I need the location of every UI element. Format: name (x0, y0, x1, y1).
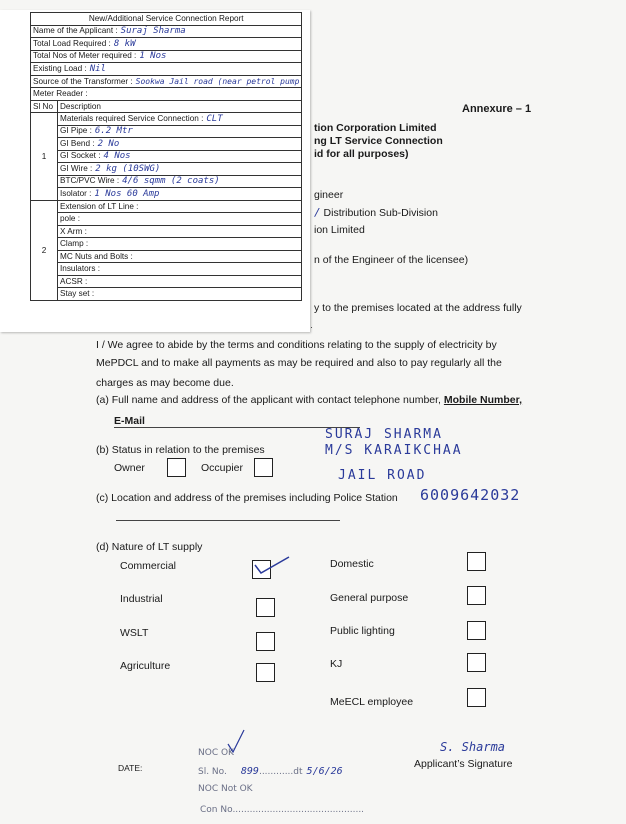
material-label: ACSR : (60, 276, 88, 286)
applicant-phone-handwritten: 6009642032 (420, 486, 521, 504)
material-row (31, 263, 302, 276)
report-row-value: 8 kW (113, 38, 136, 49)
annexure-label: Annexure – 1 (462, 103, 532, 115)
material-value: 6.2 Mtr (94, 126, 133, 137)
supply-wslt-label: WSLT (120, 627, 149, 639)
material-row (31, 188, 302, 201)
report-row (31, 38, 302, 51)
supply-public-lighting-checkbox[interactable] (467, 621, 486, 640)
applicant-road-handwritten: JAIL ROAD (338, 468, 427, 483)
report-row (31, 25, 302, 38)
stamp-noc-ok: NOC OK (198, 748, 234, 758)
material-value: 2 kg (10SWG) (95, 163, 161, 174)
report-row-value: Suraj Sharma (120, 26, 186, 37)
item-b-label: (b) Status in relation to the premises (96, 444, 265, 456)
agreement-line3: charges as may become due. (96, 377, 234, 389)
supply-wslt-checkbox[interactable] (256, 632, 275, 651)
form-heading-line1: tion Corporation Limited (314, 122, 437, 134)
material-row (31, 238, 302, 251)
location-underline (116, 520, 340, 521)
report-row-value: Nil (89, 63, 106, 74)
material-value: 4/6 sqmm (2 coats) (122, 176, 220, 187)
material-row (31, 125, 302, 138)
materials-value: CLT (206, 113, 223, 124)
item-c-label: (c) Location and address of the premises including Police Station (96, 492, 398, 504)
service-connection-report (0, 10, 310, 332)
material-row (31, 225, 302, 238)
check-mark-icon (255, 555, 295, 577)
report-row-label: Name of the Applicant : (33, 26, 118, 36)
material-label: X Arm : (60, 226, 87, 236)
stamp-sl-value: 899 (240, 766, 259, 777)
report-row-label: Total Load Required : (33, 38, 111, 48)
stamp-sl-no: Sl. No. 899............dt 5/6/26 (198, 766, 343, 777)
report-row (31, 50, 302, 63)
stamp-noc-not-ok: NOC Not OK (198, 784, 253, 794)
stamp-con-no: Con No.............................................. (200, 805, 365, 815)
material-label: Stay set : (60, 289, 95, 299)
report-title: New/Additional Service Connection Report (31, 13, 302, 26)
supply-general-checkbox[interactable] (467, 586, 486, 605)
agreement-line1: I / We agree to abide by the terms and conditions relating to the supply of electricity by (96, 339, 497, 351)
material-row (31, 275, 302, 288)
material-label: Clamp : (60, 239, 89, 249)
material-row (31, 150, 302, 163)
address-line4: n of the Engineer of the licensee) (314, 254, 469, 266)
material-row (31, 138, 302, 151)
materials-label: Materials required Service Connection : (60, 113, 204, 123)
supply-industrial-checkbox[interactable] (256, 598, 275, 617)
item-d-label: (d) Nature of LT supply (96, 541, 203, 553)
supply-public-lighting-label: Public lighting (330, 625, 395, 637)
report-row (31, 75, 302, 88)
report-row-label: Total Nos of Meter required : (33, 51, 137, 61)
extension-label: Extension of LT Line : (60, 201, 139, 211)
supply-meecl-checkbox[interactable] (467, 688, 486, 707)
occupier-label: Occupier (201, 462, 244, 474)
supply-meecl-label: MeECL employee (330, 696, 414, 708)
report-row-label: Source of the Transformer : (33, 76, 133, 86)
supply-domestic-label: Domestic (330, 558, 374, 570)
material-label: BTC/PVC Wire : (60, 176, 120, 186)
signature-label: Applicant’s Signature (414, 758, 513, 770)
supply-kj-label: KJ (330, 658, 343, 670)
report-row (31, 88, 302, 101)
material-label: GI Socket : (60, 151, 101, 161)
material-label: Insulators : (60, 264, 101, 274)
material-label: GI Wire : (60, 163, 93, 173)
material-value: 4 Nos (103, 151, 131, 162)
material-row (31, 213, 302, 226)
applicant-firm-handwritten: M/S KARAIKCHAA (325, 443, 463, 458)
address-line3: ion Limited (314, 224, 365, 236)
address-line2-text: Distribution Sub-Division (323, 207, 438, 219)
address-line2: / Distribution Sub-Division (314, 206, 438, 219)
owner-label: Owner (114, 462, 145, 474)
report-row-label: Meter Reader : (33, 89, 88, 99)
report-row-label: Existing Load : (33, 63, 87, 73)
applicant-name-handwritten: SURAJ SHARMA (325, 427, 443, 442)
supply-domestic-checkbox[interactable] (467, 552, 486, 571)
supply-kj-checkbox[interactable] (467, 653, 486, 672)
occupier-checkbox[interactable] (254, 458, 273, 477)
stamp-dt-label: dt (293, 767, 303, 777)
material-label: GI Pipe : (60, 126, 92, 136)
col-sl-no: Sl No (31, 100, 58, 113)
report-table (30, 12, 302, 301)
material-row (31, 175, 302, 188)
supply-commercial-checkbox[interactable] (252, 560, 271, 579)
group2-number: 2 (31, 200, 58, 300)
item-a-email: E-Mail (114, 415, 145, 427)
agreement-line2: MePDCL and to make all payments as may be required and also to pay regularly all the (96, 357, 502, 369)
email-underline (114, 427, 360, 428)
material-value: 1 Nos 60 Amp (94, 188, 160, 199)
report-row (31, 63, 302, 76)
owner-checkbox[interactable] (167, 458, 186, 477)
stamp-dt-value: 5/6/26 (306, 766, 343, 777)
col-description: Description (58, 100, 302, 113)
address-line1: gineer (314, 189, 344, 201)
extension-row (58, 200, 302, 213)
report-row-value: 1 Nos (139, 51, 167, 62)
material-row (31, 163, 302, 176)
applicant-signature: S. Sharma (440, 740, 506, 754)
group1-number: 1 (31, 113, 58, 201)
material-label: GI Bend : (60, 138, 95, 148)
supply-agriculture-label: Agriculture (120, 660, 171, 672)
supply-general-label: General purpose (330, 592, 409, 604)
report-row-value: Sookwa Jail road (near petrol pump (135, 76, 300, 86)
supply-industrial-label: Industrial (120, 593, 163, 605)
stamp-sl-no-label: Sl. No. (198, 767, 227, 777)
material-row (31, 250, 302, 263)
material-label: Isolator : (60, 188, 92, 198)
form-heading-line2: ng LT Service Connection (314, 135, 443, 147)
tick-icon (226, 728, 246, 754)
stamp-con-no-label: Con No (200, 805, 233, 815)
item-a-label: (a) Full name and address of the applicant with contact telephone number, (96, 394, 441, 406)
intro-text: y to the premises located at the address fully (314, 302, 522, 314)
material-label: MC Nuts and Bolts : (60, 251, 133, 261)
item-a-mobile: Mobile Number, (443, 394, 523, 406)
material-label: pole : (60, 214, 81, 224)
form-heading-line3: id for all purposes) (314, 148, 409, 160)
material-row (31, 288, 302, 301)
supply-agriculture-checkbox[interactable] (256, 663, 275, 682)
item-a (96, 394, 522, 406)
date-label: DATE: (118, 763, 143, 773)
material-value: 2 No (97, 138, 120, 149)
supply-commercial-label: Commercial (120, 560, 177, 572)
